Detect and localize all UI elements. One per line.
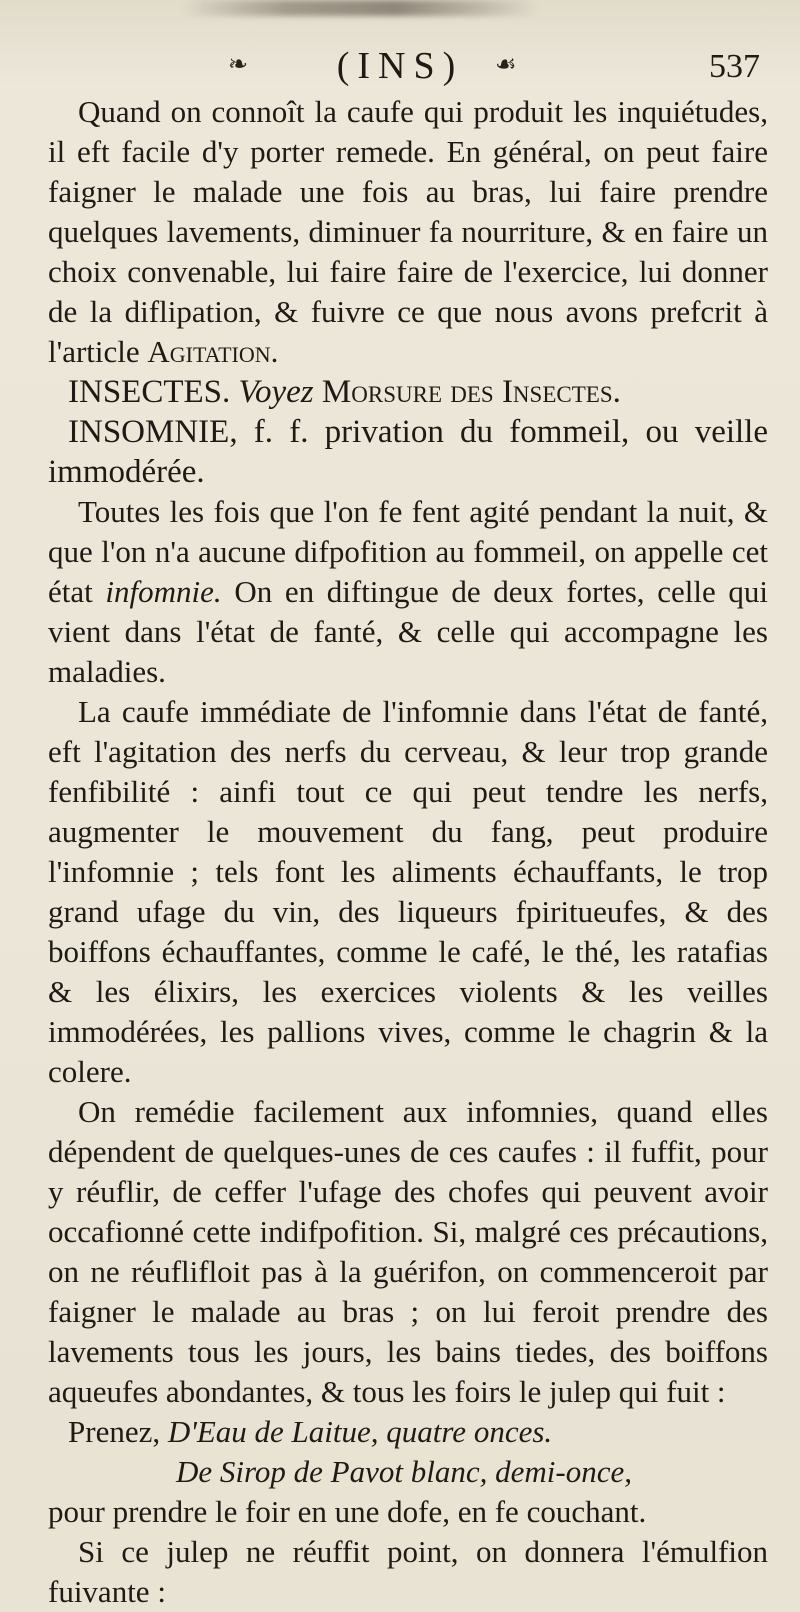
- entry-insectes: [48, 372, 768, 412]
- entry-insomnie-title: INSOMNIE,: [68, 414, 238, 450]
- paragraph-definition-text-b: On en diftingue de deux fortes, celle qui vient dans l'état de fanté, & celle qui accompagne les maladies.: [48, 574, 768, 689]
- ornament-right-icon: ☙: [495, 50, 517, 78]
- page-top-smudge: [180, 0, 540, 16]
- entry-insectes-voyez: Voyez: [238, 374, 314, 410]
- paragraph-emulsion: Si ce julep ne réuffit point, on donnera l'émulfion fuivante :: [48, 1534, 768, 1609]
- agitation-reference: Agitation.: [147, 334, 279, 369]
- paragraph-cause: La caufe immédiate de l'infomnie dans l'état de fanté, eft l'agitation des nerfs du cerveau, & leur trop grande fenfibilité : ainfi tout ce qui peut tendre les nerfs, augmenter le mouvement du fang, peut produire l'infomnie ; tels font les aliments échauffants, le trop grand ufage du vin, des liqueurs fpiritueufes, & des boiffons échauffantes, comme le café, le thé, les ratafias & les élixirs, les exercices violents & les veilles immodérées, les pallions vives, comme le chagrin & la colere.: [48, 694, 768, 1089]
- paragraph-remedy: On remédie facilement aux infomnies, quand elles dépendent de quelques-unes de ces caufes : il fuffit, pour y réuflir, de ceffer l'ufage des chofes qui peuvent avoir occafionné cette indifpofition. Si, malgré ces précautions, on ne réuflifloit pas à la guérifon, on commenceroit par faigner le malade au bras ; on lui feroit prendre des lavements tous les jours, les bains tiedes, des boiffons aqueufes abondantes, & tous les foirs le julep qui fuit :: [48, 1094, 768, 1409]
- recipe-ingredient-1: D'Eau de Laitue, quatre onces.: [167, 1414, 553, 1449]
- running-head: (INS): [336, 45, 464, 87]
- entry-insomnie: [48, 412, 768, 492]
- paragraph-inquietudes-text: Quand on connoît la caufe qui produit les inquiétudes, il eft facile d'y porter remede. En général, on peut faire faigner le malade une fois au bras, lui faire prendre quelques lavements, diminuer fa nourriture, & en faire un choix convenable, lui faire faire de l'exercice, lui donner de la diflipation, & fuivre ce que nous avons prefcrit à l'article: [48, 94, 768, 369]
- entry-insectes-title: INSECTES.: [68, 374, 231, 410]
- recipe-ingredient-2: De Sirop de Pavot blanc, demi-once,: [176, 1454, 632, 1489]
- page-body: [48, 92, 768, 1612]
- recipe-prenez: Prenez,: [68, 1414, 161, 1449]
- term-infomnie: infomnie.: [105, 574, 222, 609]
- ornament-left-icon: ❧: [228, 50, 249, 78]
- paragraph-definition-text-a: Toutes les fois que l'on fe fent agité pendant la nuit, & que l'on n'a aucune difpofition au fommeil, on appelle cet état: [48, 494, 768, 609]
- paragraph-dose: pour prendre le foir en une dofe, en fe couchant.: [48, 1494, 647, 1529]
- paragraph-definition: [48, 492, 768, 692]
- entry-insomnie-definition: f. f. privation du fommeil, ou veille immodérée.: [48, 414, 768, 490]
- recipe-line-1: [48, 1412, 768, 1452]
- page-header: [0, 44, 800, 94]
- page-number: 537: [709, 48, 760, 85]
- paragraph-inquietudes: [48, 92, 768, 372]
- entry-insectes-reference: Morsure des Insectes.: [321, 374, 621, 410]
